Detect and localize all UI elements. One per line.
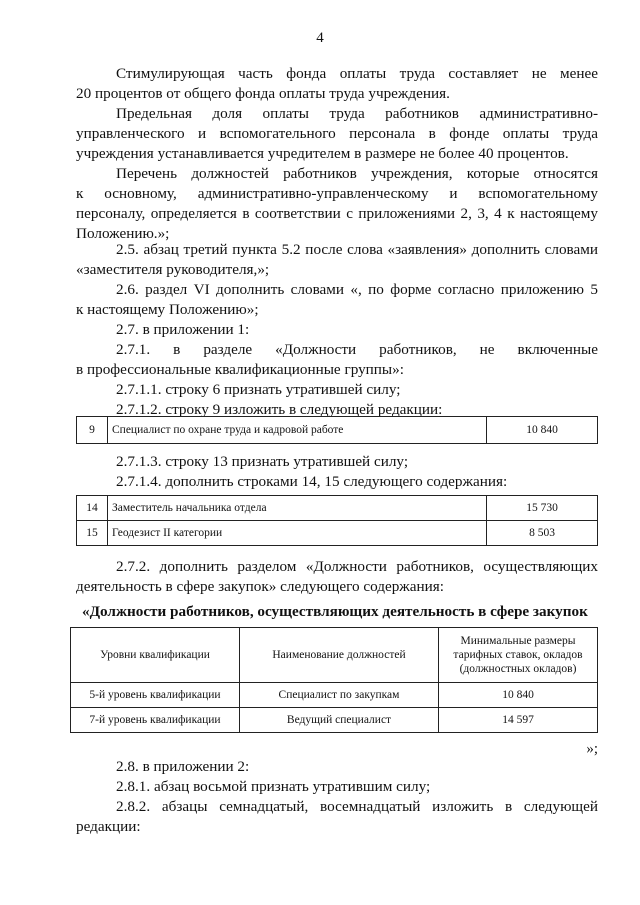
table-header-row — [71, 628, 598, 683]
salary-cell: 10 840 — [487, 417, 598, 444]
header-min-salary — [439, 628, 598, 683]
table-row — [71, 708, 598, 733]
position-cell: Геодезист II категории — [108, 521, 487, 546]
header-qualification-level: Уровни квалификации — [71, 628, 240, 683]
paragraph-line: 2.7.1.4. дополнить строками 14, 15 следующего содержания: — [116, 473, 508, 490]
qualification-cell: 7-й уровень квалификации — [71, 708, 240, 733]
row-number-cell: 15 — [77, 521, 108, 546]
paragraph-line: 2.7. в приложении 1: — [116, 321, 250, 338]
table-row — [77, 521, 598, 546]
paragraph-line: к настоящему Положению»; — [76, 301, 259, 318]
paragraph-line: 2.7.1.3. строку 13 признать утратившей силу; — [116, 453, 409, 470]
position-cell: Ведущий специалист — [240, 708, 439, 733]
paragraph-line: 2.7.1.1. строку 6 признать утратившей силу; — [116, 381, 401, 398]
salary-cell: 15 730 — [487, 496, 598, 521]
paragraph-line: деятельность в сфере закупок» следующего содержания: — [76, 578, 444, 595]
paragraph-line: Предельная доля оплаты труда работников административно- — [116, 105, 598, 122]
paragraph-line: персоналу, определяется в соответствии с приложениями 2, 3, 4 к настоящему — [76, 205, 598, 222]
paragraph-line: Положению.»; — [76, 225, 170, 242]
paragraph-line: 20 процентов от общего фонда оплаты труда учреждения. — [76, 85, 450, 102]
header-min-salary-line: (должностных окладов) — [459, 663, 577, 675]
page-number: 4 — [316, 30, 324, 46]
header-min-salary-line: Минимальные размеры — [460, 635, 576, 647]
paragraph-line: к основному, административно-управленческому и вспомогательному — [76, 185, 598, 202]
closing-quote: »; — [586, 741, 598, 757]
position-cell: Специалист по закупкам — [240, 683, 439, 708]
header-position-name: Наименование должностей — [240, 628, 439, 683]
amended-row-table — [76, 416, 598, 444]
paragraph-line: редакции: — [76, 818, 141, 835]
paragraph-line: управленческого и вспомогательного персонала в фонде оплаты труда — [76, 125, 598, 142]
position-cell: Специалист по охране труда и кадровой работе — [108, 417, 487, 444]
procurement-positions-table — [70, 627, 598, 733]
paragraph-line: «заместителя руководителя,»; — [76, 261, 270, 278]
header-min-salary-line: тарифных ставок, окладов — [453, 649, 583, 661]
row-number-cell: 14 — [77, 496, 108, 521]
table-row — [77, 496, 598, 521]
position-cell: Заместитель начальника отдела — [108, 496, 487, 521]
paragraph-line: 2.6. раздел VI дополнить словами «, по форме согласно приложению 5 — [116, 281, 598, 298]
table-row — [77, 417, 598, 444]
paragraph-line: учреждения устанавливается учредителем в размере не более 40 процентов. — [76, 145, 569, 162]
paragraph-line: 2.8.1. абзац восьмой признать утратившим силу; — [116, 778, 431, 795]
paragraph-line: 2.7.1.2. строку 9 изложить в следующей редакции: — [116, 401, 443, 418]
paragraph-line: в профессиональные квалификационные группы»: — [76, 361, 404, 378]
section-heading: «Должности работников, осуществляющих деятельность в сфере закупок — [82, 603, 588, 620]
paragraph-line: 2.8.2. абзацы семнадцатый, восемнадцатый изложить в следующей — [116, 798, 598, 815]
salary-cell: 14 597 — [439, 708, 598, 733]
paragraph-line: Перечень должностей работников учреждения, которые относятся — [116, 165, 598, 182]
qualification-cell: 5-й уровень квалификации — [71, 683, 240, 708]
paragraph-line: Стимулирующая часть фонда оплаты труда составляет не менее — [116, 65, 598, 82]
paragraph-line: 2.5. абзац третий пункта 5.2 после слова «заявления» дополнить словами — [116, 241, 598, 258]
row-number-cell: 9 — [77, 417, 108, 444]
salary-cell: 10 840 — [439, 683, 598, 708]
table-row — [71, 683, 598, 708]
new-rows-table — [76, 495, 598, 546]
paragraph-line: 2.7.2. дополнить разделом «Должности работников, осуществляющих — [116, 558, 598, 575]
paragraph-line: 2.7.1. в разделе «Должности работников, не включенные — [116, 341, 598, 358]
paragraph-line: 2.8. в приложении 2: — [116, 758, 250, 775]
salary-cell: 8 503 — [487, 521, 598, 546]
